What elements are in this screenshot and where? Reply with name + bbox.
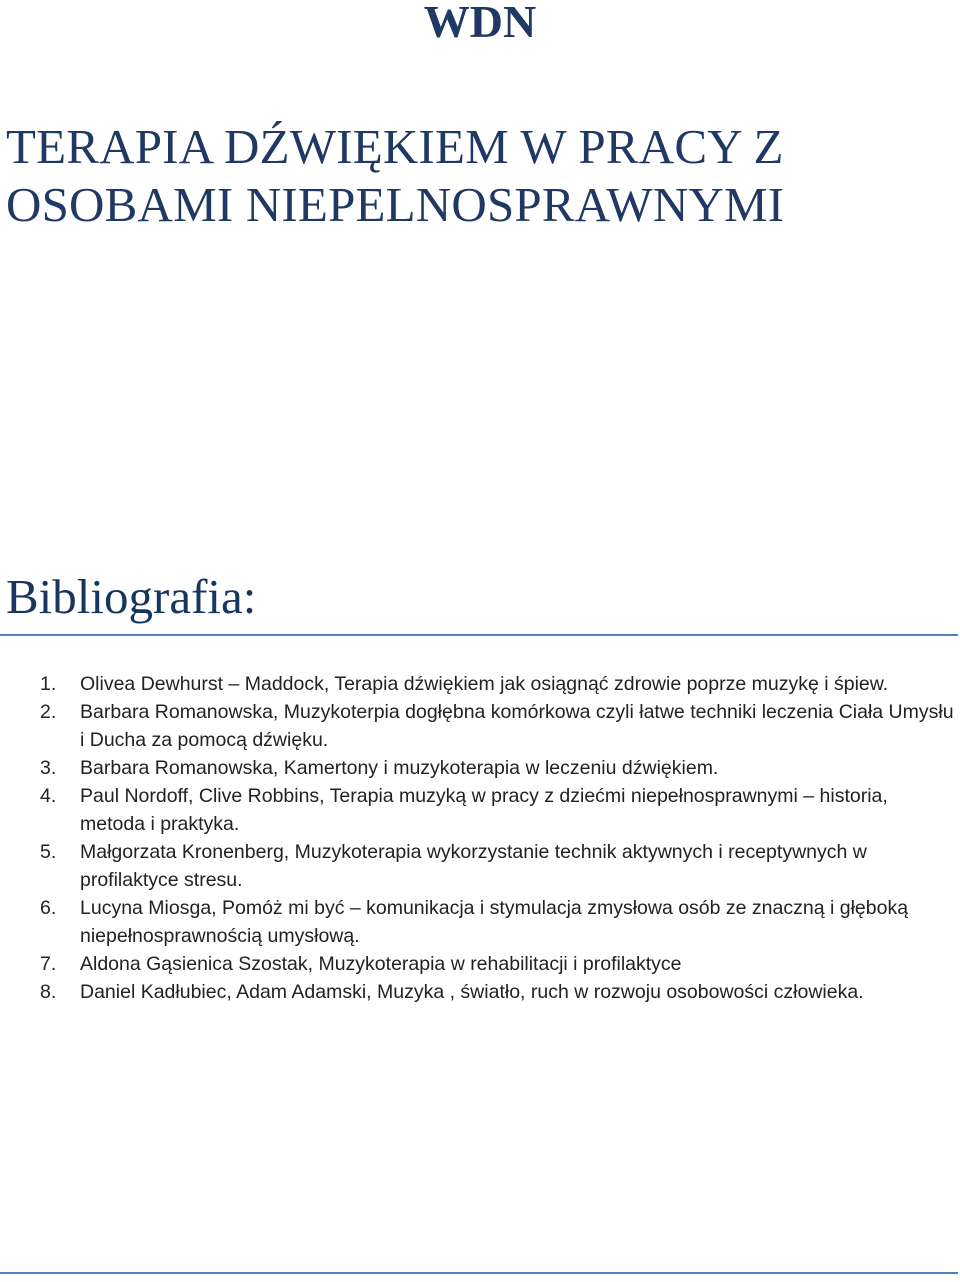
bibliography-heading: Bibliografia: bbox=[6, 569, 257, 624]
bibliography-item-text: Małgorzata Kronenberg, Muzykoterapia wykorzystanie technik aktywnych i receptywnych w profilaktyce stresu. bbox=[80, 841, 867, 891]
bibliography-item bbox=[40, 950, 955, 978]
header-title: WDN bbox=[423, 0, 537, 47]
bibliography-item-number: 8. bbox=[40, 981, 57, 1003]
bibliography-item-text: Paul Nordoff, Clive Robbins, Terapia muzyką w pracy z dziećmi niepełnosprawnymi – historia, metoda i praktyka. bbox=[80, 785, 888, 835]
bibliography-list bbox=[40, 670, 955, 1006]
bibliography-item-text: Barbara Romanowska, Kamertony i muzykoterapia w leczeniu dźwiękiem. bbox=[80, 757, 719, 779]
bibliography-item bbox=[40, 894, 955, 950]
bibliography-item bbox=[40, 698, 955, 754]
bibliography-item-text: Aldona Gąsienica Szostak, Muzykoterapia w rehabilitacji i profilaktyce bbox=[80, 953, 682, 975]
bibliography-item-number: 5. bbox=[40, 841, 57, 863]
bibliography-divider bbox=[0, 634, 958, 636]
bibliography-item-text: Olivea Dewhurst – Maddock, Terapia dźwiękiem jak osiągnąć zdrowie poprze muzykę i śpiew. bbox=[80, 673, 889, 695]
bibliography-item-number: 4. bbox=[40, 785, 57, 807]
document-title-line-1: TERAPIA DŹWIĘKIEM W PRACY Z bbox=[6, 119, 784, 174]
bibliography-item-number: 7. bbox=[40, 953, 57, 975]
footer-divider bbox=[0, 1272, 958, 1274]
bibliography-item-number: 6. bbox=[40, 897, 57, 919]
bibliography-item-text: Barbara Romanowska, Muzykoterpia dogłębna komórkowa czyli łatwe techniki leczenia Ciała Umysłu i Ducha za pomocą dźwięku. bbox=[80, 701, 954, 751]
bibliography-item-number: 3. bbox=[40, 757, 57, 779]
document-title-line-2: OSOBAMI NIEPELNOSPRAWNYMI bbox=[6, 177, 785, 232]
document-title bbox=[6, 118, 946, 234]
bibliography-item bbox=[40, 782, 955, 838]
bibliography-item-text: Lucyna Miosga, Pomóż mi być – komunikacja i stymulacja zmysłowa osób ze znaczną i głęboką niepełnosprawnością umysłową. bbox=[80, 897, 909, 947]
bibliography-item bbox=[40, 670, 955, 698]
bibliography-item-number: 2. bbox=[40, 701, 57, 723]
bibliography-item-number: 1. bbox=[40, 673, 57, 695]
bibliography-item-text: Daniel Kadłubiec, Adam Adamski, Muzyka , światło, ruch w rozwoju osobowości człowieka. bbox=[80, 981, 864, 1003]
bibliography-item bbox=[40, 838, 955, 894]
bibliography-item bbox=[40, 978, 955, 1006]
bibliography-item bbox=[40, 754, 955, 782]
